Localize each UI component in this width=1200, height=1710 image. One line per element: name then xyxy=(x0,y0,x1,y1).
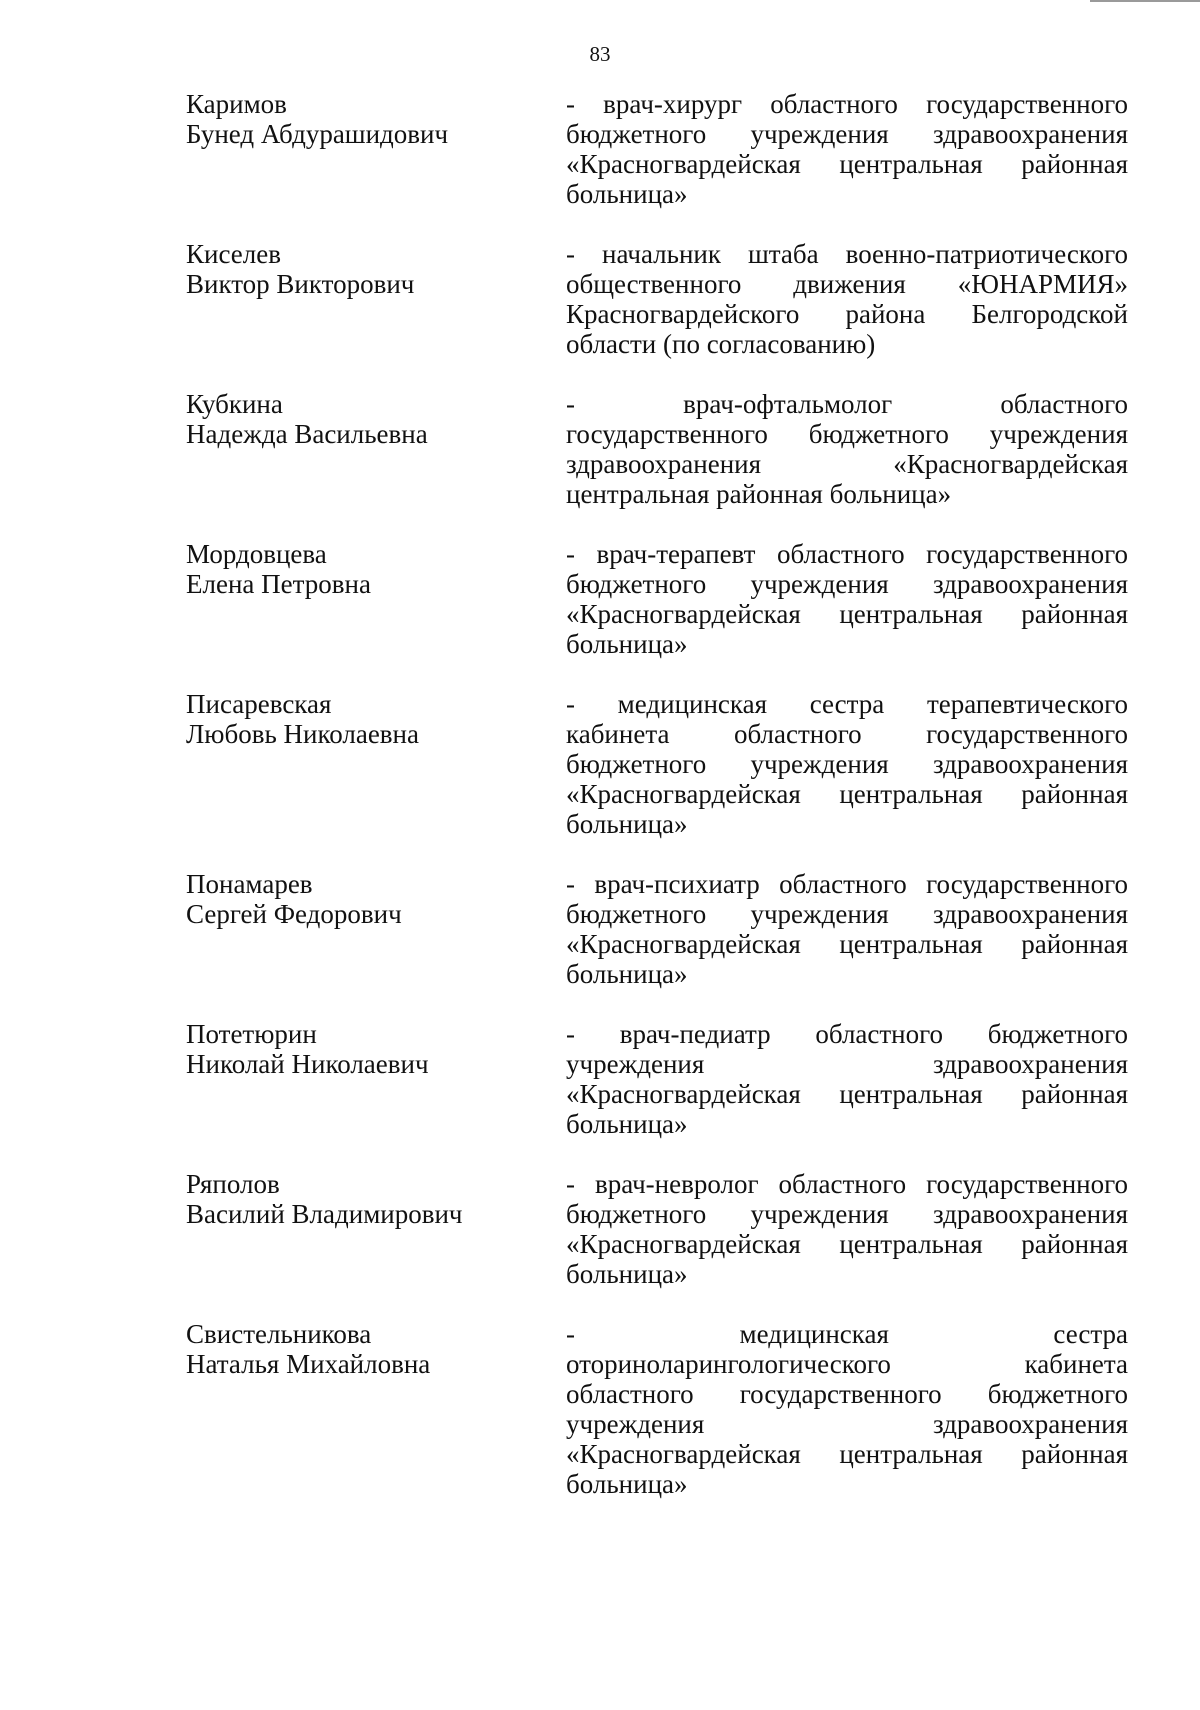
member-entry xyxy=(186,89,1128,209)
position-line: больница» xyxy=(566,959,688,989)
position-line: - врач-невролог областного государственного xyxy=(566,1169,1128,1199)
member-name xyxy=(186,1319,566,1499)
member-entry xyxy=(186,1169,1128,1289)
position-line: «Красногвардейская центральная районная xyxy=(566,149,1128,179)
member-position xyxy=(566,1019,1128,1139)
position-line: «Красногвардейская центральная районная xyxy=(566,779,1128,809)
member-given-names: Виктор Викторович xyxy=(186,269,415,299)
member-name xyxy=(186,239,566,359)
member-given-names: Николай Николаевич xyxy=(186,1049,429,1079)
position-line: больница» xyxy=(566,629,688,659)
member-name xyxy=(186,689,566,839)
member-name xyxy=(186,89,566,209)
position-line: бюджетного учреждения здравоохранения xyxy=(566,569,1128,599)
position-line: кабинета областного государственного xyxy=(566,719,1128,749)
position-line: - начальник штаба военно-патриотического xyxy=(566,239,1128,269)
position-line: «Красногвардейская центральная районная xyxy=(566,1229,1128,1259)
position-line: области (по согласованию) xyxy=(566,329,876,359)
member-name xyxy=(186,539,566,659)
position-line: больница» xyxy=(566,1109,688,1139)
member-list xyxy=(186,89,1128,1529)
position-line: учреждения здравоохранения xyxy=(566,1049,1128,1079)
position-line: - медицинская сестра xyxy=(566,1319,1128,1349)
member-entry xyxy=(186,1019,1128,1139)
position-line: больница» xyxy=(566,179,688,209)
position-line: - врач-хирург областного государственного xyxy=(566,89,1128,119)
position-line: - врач-офтальмолог областного xyxy=(566,389,1128,419)
member-entry xyxy=(186,689,1128,839)
position-line: «Красногвардейская центральная районная xyxy=(566,1439,1128,1469)
member-surname: Кубкина xyxy=(186,389,283,419)
position-line: центральная районная больница» xyxy=(566,479,952,509)
position-line: «Красногвардейская центральная районная xyxy=(566,599,1128,629)
position-line: больница» xyxy=(566,1469,688,1499)
member-name xyxy=(186,1169,566,1289)
member-entry xyxy=(186,389,1128,509)
position-line: - врач-педиатр областного бюджетного xyxy=(566,1019,1128,1049)
position-line: областного государственного бюджетного xyxy=(566,1379,1128,1409)
position-line: оториноларингологического кабинета xyxy=(566,1349,1128,1379)
position-line: Красногвардейского района Белгородской xyxy=(566,299,1128,329)
member-surname: Свистельникова xyxy=(186,1319,372,1349)
member-position xyxy=(566,539,1128,659)
member-entry xyxy=(186,1319,1128,1499)
member-name xyxy=(186,1019,566,1139)
member-surname: Мордовцева xyxy=(186,539,327,569)
member-position xyxy=(566,389,1128,509)
member-given-names: Василий Владимирович xyxy=(186,1199,463,1229)
position-line: - врач-психиатр областного государственного xyxy=(566,869,1128,899)
member-position xyxy=(566,239,1128,359)
position-line: учреждения здравоохранения xyxy=(566,1409,1128,1439)
position-line: больница» xyxy=(566,1259,688,1289)
position-line: - медицинская сестра терапевтического xyxy=(566,689,1128,719)
position-line: больница» xyxy=(566,809,688,839)
member-position xyxy=(566,89,1128,209)
position-line: «Красногвардейская центральная районная xyxy=(566,929,1128,959)
member-given-names: Любовь Николаевна xyxy=(186,719,419,749)
member-position xyxy=(566,1169,1128,1289)
member-given-names: Надежда Васильевна xyxy=(186,419,428,449)
member-surname: Потетюрин xyxy=(186,1019,317,1049)
position-line: «Красногвардейская центральная районная xyxy=(566,1079,1128,1109)
position-line: бюджетного учреждения здравоохранения xyxy=(566,119,1128,149)
member-name xyxy=(186,869,566,989)
member-name xyxy=(186,389,566,509)
member-surname: Писаревская xyxy=(186,689,332,719)
position-line: здравоохранения «Красногвардейская xyxy=(566,449,1128,479)
position-line: государственного бюджетного учреждения xyxy=(566,419,1128,449)
position-line: бюджетного учреждения здравоохранения xyxy=(566,1199,1128,1229)
page-number: 83 xyxy=(589,42,611,66)
position-line: - врач-терапевт областного государственного xyxy=(566,539,1128,569)
member-position xyxy=(566,1319,1128,1499)
member-surname: Каримов xyxy=(186,89,287,119)
member-surname: Понамарев xyxy=(186,869,313,899)
member-surname: Киселев xyxy=(186,239,281,269)
member-entry xyxy=(186,869,1128,989)
position-line: бюджетного учреждения здравоохранения xyxy=(566,749,1128,779)
member-entry xyxy=(186,239,1128,359)
top-edge-line xyxy=(1090,0,1200,2)
member-given-names: Елена Петровна xyxy=(186,569,371,599)
position-line: бюджетного учреждения здравоохранения xyxy=(566,899,1128,929)
member-given-names: Бунед Абдурашидович xyxy=(186,119,449,149)
member-given-names: Сергей Федорович xyxy=(186,899,402,929)
position-line: общественного движения «ЮНАРМИЯ» xyxy=(566,269,1128,299)
member-position xyxy=(566,869,1128,989)
member-entry xyxy=(186,539,1128,659)
member-position xyxy=(566,689,1128,839)
member-surname: Ряполов xyxy=(186,1169,280,1199)
member-given-names: Наталья Михайловна xyxy=(186,1349,431,1379)
